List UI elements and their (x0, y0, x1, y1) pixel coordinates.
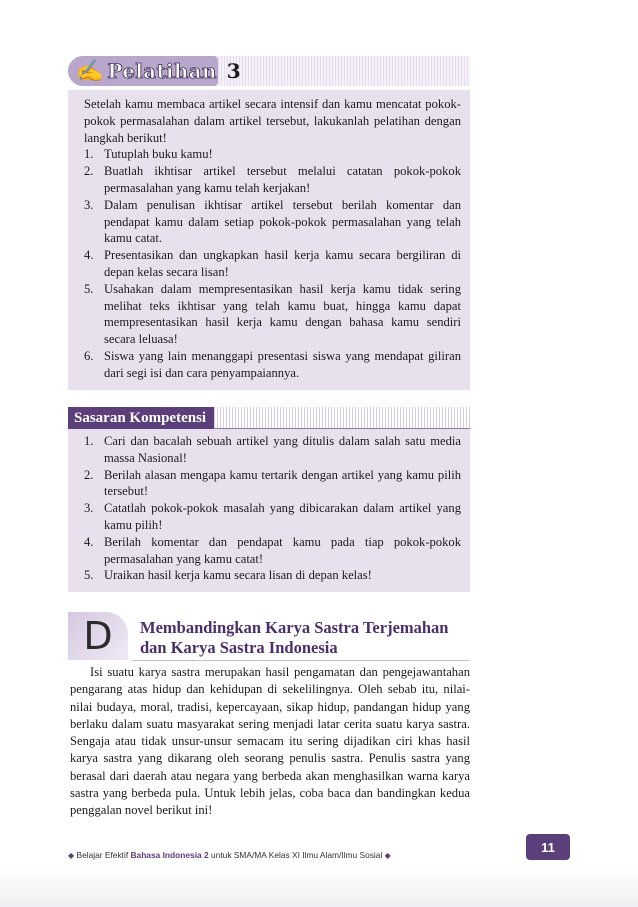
pelatihan-number: 3 (226, 59, 241, 83)
pencil-writing-icon: ✍ (76, 58, 104, 83)
sasaran-item-number: 3. (84, 501, 94, 516)
sasaran-item (84, 534, 461, 568)
sasaran-item-text: Berilah alasan mengapa kamu tertarik dengan artikel yang kamu pilih tersebut! (104, 467, 461, 499)
page-footer (68, 850, 468, 860)
section-paragraph (70, 664, 470, 820)
pelatihan-steps (84, 146, 461, 381)
sasaran-stripes (214, 407, 470, 429)
sasaran-item (84, 467, 461, 501)
pelatihan-step-item-text: Presentasikan dan ungkapkan hasil kerja kamu secara bergiliran di depan kelas secara lisan! (104, 248, 461, 279)
header-stripes (218, 56, 470, 86)
sasaran-item-text: Uraikan hasil kerja kamu secara lisan di depan kelas! (104, 568, 372, 583)
section-rule (132, 660, 470, 661)
sasaran-item (84, 433, 461, 467)
section-paragraph-text: Isi suatu karya sastra merupakan hasil pengamatan dan pengejawantahan pengarang atas hidup dan kehidupan di sekelilingnya. Oleh sebab itu, nilai-nilai budaya, moral, tradisi, kepercayaan, sikap hidup, pandangan hidup yang berlaku dalam suatu masyarakat sering menjadi latar cerita suatu karya sastra. Sengaja atau tidak unsur-unsur semacam itu sering dijadikan ciri khas hasil karya sastra yang dikarang oleh seorang penulis sastra. Penulis sastra yang berasal dari daerah atau negara yang berbeda akan menghasilkan warna karya sastra yang berbeda pula. Untuk lebih jelas, coba baca dan bandingkan kedua penggalan novel berikut ini! (70, 665, 470, 818)
sasaran-items (84, 433, 461, 584)
pelatihan-step-item (84, 247, 461, 281)
section-title-line1: Membandingkan Karya Sastra Terjemahan (140, 618, 449, 637)
sasaran-item-text: Berilah komentar dan pendapat kamu pada tiap pokok-pokok permasalahan yang kamu catat! (104, 534, 461, 566)
section-title (140, 618, 449, 658)
pelatihan-step-item-number: 3. (84, 197, 94, 212)
sasaran-item-number: 2. (84, 467, 94, 482)
pelatihan-step-item-number: 2. (84, 164, 94, 179)
pelatihan-step-item (84, 146, 461, 163)
diamond-icon: ◆ (68, 851, 75, 860)
pelatihan-step-item (84, 163, 461, 197)
sasaran-item-text: Catatlah pokok-pokok masalah yang dibicarakan dalam artikel yang kamu pilih! (104, 501, 461, 532)
sasaran-item-number: 5. (84, 568, 94, 583)
pelatihan-step-item-text: Usahakan dalam mempresentasikan hasil kerja kamu tidak sering melihat teks ikhtisar yang telah kamu buat, hingga kamu dapat mempresentasikan hasil kerja kamu dengan bahasa kamu sendiri secara leluasa! (104, 281, 461, 347)
pelatihan-step-item (84, 197, 461, 247)
pelatihan-title: Pelatihan (107, 59, 217, 83)
sasaran-item (84, 500, 461, 534)
pelatihan-header (68, 56, 470, 86)
sasaran-item-number: 4. (84, 534, 94, 549)
footer-book: Bahasa Indonesia 2 (130, 850, 209, 860)
footer-suffix: untuk SMA/MA Kelas XI Ilmu Alam/Ilmu Sosial (211, 850, 383, 860)
pelatihan-step-item-number: 1. (84, 147, 94, 162)
pelatihan-box (68, 90, 470, 390)
pelatihan-step-item-number: 6. (84, 348, 94, 363)
pelatihan-step-item-text: Dalam penulisan ikhtisar artikel tersebut berilah komentar dan pendapat kamu dalam setiap pokok-pokok permasalahan yang telah kamu catat. (104, 197, 461, 246)
pelatihan-intro: Setelah kamu membaca artikel secara intensif dan kamu mencatat pokok-pokok permasalahan dalam artikel tersebut, lakukanlah pelatihan dengan langkah berikut! (84, 97, 461, 145)
pelatihan-step-item-text: Siswa yang lain menanggapi presentasi siswa yang mendapat giliran dari segi isi dan cara penyampaiannya. (104, 348, 461, 380)
pelatihan-step-item (84, 281, 461, 348)
sasaran-item-text: Cari dan bacalah sebuah artikel yang ditulis dalam salah satu media massa Nasional! (104, 434, 461, 465)
pelatihan-step-item (84, 348, 461, 382)
section-d-heading (68, 612, 470, 662)
pelatihan-step-item-text: Buatlah ikhtisar artikel tersebut melalui catatan pokok-pokok permasalahan yang kamu telah kerjakan! (104, 164, 461, 195)
sasaran-box (68, 429, 470, 592)
bottom-decoration (0, 867, 638, 907)
section-title-line2: dan Karya Sastra Indonesia (140, 638, 338, 657)
footer-prefix: Belajar Efektif (76, 850, 129, 860)
pelatihan-label (68, 56, 241, 86)
pelatihan-step-item-number: 5. (84, 281, 94, 296)
sasaran-item (84, 567, 461, 584)
sasaran-header (68, 407, 470, 429)
sasaran-item-number: 1. (84, 434, 94, 448)
sasaran-title: Sasaran Kompetensi (68, 407, 214, 429)
diamond-icon: ◆ (384, 851, 391, 860)
section-letter: D (68, 612, 128, 660)
pelatihan-step-item-text: Tutuplah buku kamu! (104, 147, 213, 162)
pelatihan-step-item-number: 4. (84, 248, 94, 263)
page-number: 11 (526, 834, 570, 860)
